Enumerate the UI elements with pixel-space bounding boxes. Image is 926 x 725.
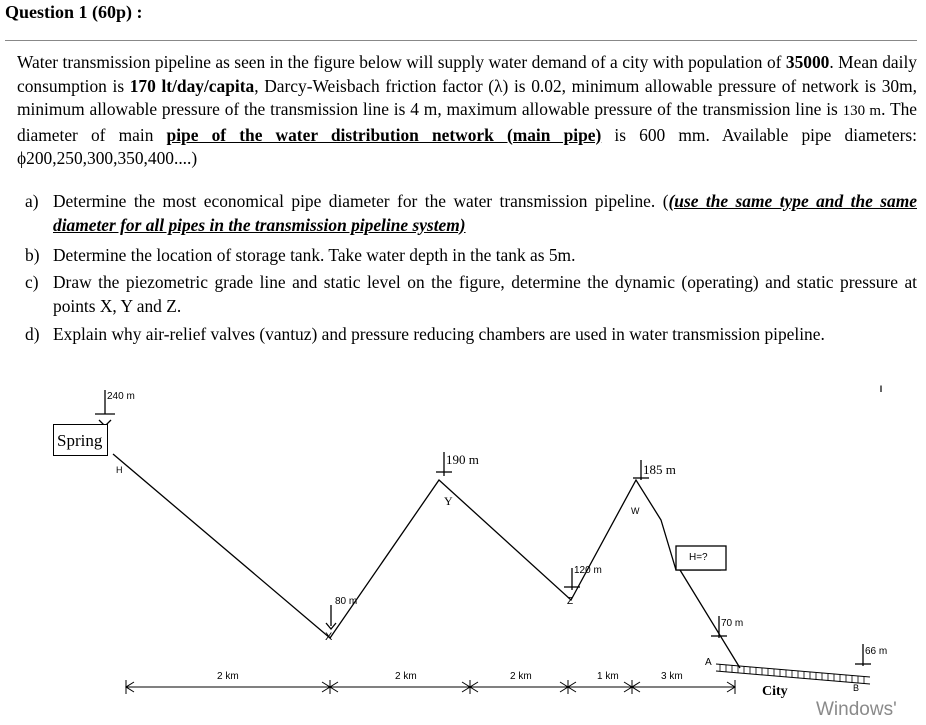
population-value: 35000	[785, 52, 830, 72]
x-elevation: 80 m	[335, 596, 358, 607]
distance-3: 2 km	[510, 671, 532, 682]
y-elevation: 190 m	[446, 452, 479, 467]
part-b-label: b)	[25, 245, 40, 265]
point-h-label: H	[116, 465, 123, 475]
distance-4: 1 km	[597, 671, 619, 682]
problem-statement	[17, 51, 917, 171]
distance-5: 3 km	[661, 671, 683, 682]
spring-elevation: 240 m	[107, 391, 135, 402]
distance-dimension	[126, 680, 735, 694]
part-c	[17, 271, 917, 318]
windows-watermark: Windows'	[816, 699, 897, 720]
tank-height-label: H=?	[689, 552, 708, 563]
question-title: Question 1 (60p) :	[5, 2, 143, 22]
intro-text-5: . The diameter of main	[17, 99, 917, 145]
distance-1: 2 km	[217, 671, 239, 682]
part-a-emphasis: (use the same type and the same diameter for all pipes in the transmission pipeline system)	[53, 191, 917, 235]
max-line-pressure: 130 m	[842, 103, 882, 120]
point-w-label: W	[631, 506, 640, 516]
distance-2: 2 km	[395, 671, 417, 682]
pipeline-drawing	[0, 380, 926, 725]
main-pipe-emphasis: pipe of the water distribution network (main pipe)	[166, 124, 602, 145]
min-line-pressure: 4 m	[410, 99, 438, 120]
point-x-label: X	[325, 631, 333, 643]
part-d-text: Explain why air-relief valves (vantuz) and pressure reducing chambers are used in water transmission pipeline.	[53, 324, 825, 344]
spring-label: Spring	[57, 431, 103, 450]
part-a-text: Determine the most economical pipe diameter for the water transmission pipeline. (	[53, 191, 669, 211]
part-b-text: Determine the location of storage tank. Take water depth in the tank as 5m.	[53, 245, 576, 265]
point-a-label: A	[705, 657, 712, 668]
title-divider	[5, 40, 917, 41]
intro-text-1: Water transmission pipeline as seen in the figure below will supply water demand of a city with population of	[17, 52, 782, 72]
consumption-value: 170 lt/day/capita	[129, 75, 255, 96]
pipeline-figure	[0, 380, 926, 725]
a-elevation: 70 m	[721, 618, 744, 629]
z-elevation: 120 m	[574, 565, 602, 576]
intro-text-6: is 600 mm. Available pipe diameters: ϕ200,250,300,350,400....)	[17, 124, 917, 169]
point-y-label: Y	[444, 494, 453, 508]
intro-text-3: , Darcy-Weisbach friction factor (λ) is 0.02, minimum allowable pressure of network is 30m, minimum allowable pressure of the transmission line is	[17, 75, 917, 120]
part-d	[17, 323, 917, 347]
stray-dash-text: -	[879, 379, 883, 391]
part-a	[17, 190, 917, 237]
point-z-label: Z	[567, 596, 574, 607]
part-b	[17, 244, 917, 268]
point-b-label: B	[853, 683, 860, 693]
part-d-label: d)	[25, 324, 40, 344]
part-a-label: a)	[25, 191, 39, 211]
city-label: City	[762, 684, 788, 699]
pipeline-profile	[113, 454, 740, 668]
part-c-label: c)	[25, 272, 39, 292]
part-c-text: Draw the piezometric grade line and static level on the figure, determine the dynamic (operating) and static pressure at points X, Y and Z.	[53, 272, 917, 316]
w-elevation: 185 m	[643, 462, 676, 477]
intro-text-4: , maximum allowable pressure of the transmission line is	[437, 99, 838, 120]
intro-text-2: . Mean daily consumption is	[17, 52, 917, 96]
b-elevation: 66 m	[865, 646, 888, 657]
